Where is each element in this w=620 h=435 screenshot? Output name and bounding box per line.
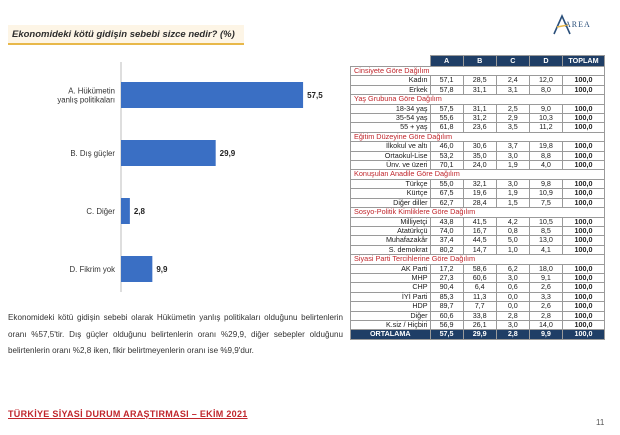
value-cell: 23,6 (463, 123, 496, 132)
total-cell: 100,0 (563, 264, 605, 273)
total-cell: 100,0 (563, 245, 605, 254)
category-label: B. Dış güçler (70, 149, 115, 158)
value-cell: 2,6 (529, 302, 562, 311)
value-cell: 31,1 (463, 104, 496, 113)
total-cell: 100,0 (563, 76, 605, 85)
total-cell: 100,0 (563, 85, 605, 94)
summary-paragraph: Ekonomideki kötü gidişin sebebi olarak Hükümetin yanlış politikaları olduğunu belirtenlerin oranı %57,5'tir. Dış güçler olduğunu belirtenlerin oranı %29,9, diğer sebepler olduğunu belirtenlerin oranı %2,8 iken, fikir belirtmeyenlerin oranı ise %9,9'dur. (8, 313, 343, 356)
total-cell: 100,0 (563, 189, 605, 198)
table-row (351, 236, 605, 245)
col-header-b: B (463, 56, 496, 67)
row-label: İYİ Parti (351, 292, 431, 301)
value-cell: 14,0 (529, 320, 562, 329)
value-cell: 55,6 (430, 114, 463, 123)
section-title: Yaş Grubuna Göre Dağılım (351, 95, 605, 104)
bar (121, 256, 152, 282)
table-row (351, 76, 605, 85)
table-row (351, 123, 605, 132)
value-cell: 7,7 (463, 302, 496, 311)
row-label: İlkokul ve altı (351, 142, 431, 151)
row-label: 18-34 yaş (351, 104, 431, 113)
value-cell: 58,6 (463, 264, 496, 273)
total-cell: 100,0 (563, 198, 605, 207)
table-row (351, 142, 605, 151)
value-cell: 31,1 (463, 85, 496, 94)
value-cell: 3,1 (496, 85, 529, 94)
value-cell: 60,6 (430, 311, 463, 320)
value-cell: 1,9 (496, 189, 529, 198)
value-cell: 57,1 (430, 76, 463, 85)
total-cell: 100,0 (563, 283, 605, 292)
table-row (351, 302, 605, 311)
row-label: Kürtçe (351, 189, 431, 198)
total-cell: 100,0 (563, 151, 605, 160)
table-row (351, 283, 605, 292)
section-header-row (351, 95, 605, 104)
table-row (351, 189, 605, 198)
row-label: CHP (351, 283, 431, 292)
category-label: C. Diğer (86, 207, 115, 216)
value-cell: 70,1 (430, 161, 463, 170)
value-cell: 11,2 (529, 123, 562, 132)
category-label: D. Fikrim yok (69, 265, 115, 274)
value-cell: 9,1 (529, 273, 562, 282)
total-cell: 100,0 (563, 311, 605, 320)
bar (121, 82, 303, 108)
value-cell: 9,8 (529, 179, 562, 188)
row-label: HDP (351, 302, 431, 311)
value-cell: 85,3 (430, 292, 463, 301)
value-cell: 74,0 (430, 226, 463, 235)
total-cell: 100,0 (563, 142, 605, 151)
value-cell: 12,0 (529, 76, 562, 85)
row-label: Diğer diller (351, 198, 431, 207)
value-cell: 16,7 (463, 226, 496, 235)
total-cell: 100,0 (563, 217, 605, 226)
data-label: 9,9 (156, 265, 168, 274)
average-value-cell: 29,9 (463, 330, 496, 339)
value-cell: 3,0 (496, 151, 529, 160)
value-cell: 2,4 (496, 76, 529, 85)
value-cell: 44,5 (463, 236, 496, 245)
total-cell: 100,0 (563, 104, 605, 113)
value-cell: 3,0 (496, 273, 529, 282)
value-cell: 8,8 (529, 151, 562, 160)
bar (121, 140, 216, 166)
value-cell: 24,0 (463, 161, 496, 170)
value-cell: 3,7 (496, 142, 529, 151)
value-cell: 28,5 (463, 76, 496, 85)
section-title: Eğitim Düzeyine Göre Dağılım (351, 132, 605, 141)
total-cell: 100,0 (563, 302, 605, 311)
value-cell: 11,3 (463, 292, 496, 301)
col-header-d: D (529, 56, 562, 67)
total-cell: 100,0 (563, 320, 605, 329)
value-cell: 2,9 (496, 114, 529, 123)
value-cell: 53,2 (430, 151, 463, 160)
total-cell: 100,0 (563, 292, 605, 301)
section-header-row (351, 255, 605, 264)
value-cell: 8,5 (529, 226, 562, 235)
value-cell: 9,0 (529, 104, 562, 113)
value-cell: 57,8 (430, 85, 463, 94)
value-cell: 0,0 (496, 292, 529, 301)
row-label: Erkek (351, 85, 431, 94)
page-number: 11 (596, 418, 605, 427)
row-label: K.siz / Hiçbiri (351, 320, 431, 329)
value-cell: 4,1 (529, 245, 562, 254)
value-cell: 28,4 (463, 198, 496, 207)
average-value-cell: 2,8 (496, 330, 529, 339)
row-label: Milliyetçi (351, 217, 431, 226)
total-cell: 100,0 (563, 179, 605, 188)
value-cell: 90,4 (430, 283, 463, 292)
crosstab-table (350, 55, 605, 340)
value-cell: 0,6 (496, 283, 529, 292)
value-cell: 0,0 (496, 302, 529, 311)
value-cell: 19,6 (463, 189, 496, 198)
table-body (351, 67, 605, 340)
row-label: Atatürkçü (351, 226, 431, 235)
value-cell: 10,5 (529, 217, 562, 226)
row-label: Ortaokul-Lise (351, 151, 431, 160)
average-value-cell: 9,9 (529, 330, 562, 339)
total-cell: 100,0 (563, 273, 605, 282)
crosstab-table-wrap (350, 55, 605, 411)
data-label: 57,5 (307, 91, 323, 100)
value-cell: 32,1 (463, 179, 496, 188)
value-cell: 2,6 (529, 283, 562, 292)
row-label: S. demokrat (351, 245, 431, 254)
question-title: Ekonomideki kötü gidişin sebebi sizce nedir? (%) (8, 25, 244, 45)
value-cell: 4,2 (496, 217, 529, 226)
total-cell: 100,0 (563, 236, 605, 245)
value-cell: 89,7 (430, 302, 463, 311)
value-cell: 46,0 (430, 142, 463, 151)
value-cell: 35,0 (463, 151, 496, 160)
value-cell: 55,0 (430, 179, 463, 188)
section-title: Siyasi Parti Tercihlerine Göre Dağılım (351, 255, 605, 264)
average-label: ORTALAMA (351, 330, 431, 339)
value-cell: 17,2 (430, 264, 463, 273)
category-label: A. Hükümetin yanlış politikaları (57, 86, 115, 105)
footer-title: TÜRKİYE SİYASİ DURUM ARAŞTIRMASI – EKİM 2021 (8, 409, 248, 419)
section-title: Konuşulan Anadile Göre Dağılım (351, 170, 605, 179)
section-title: Cinsiyete Göre Dağılım (351, 67, 605, 76)
section-header-row (351, 170, 605, 179)
value-cell: 61,8 (430, 123, 463, 132)
value-cell: 4,0 (529, 161, 562, 170)
average-row (351, 330, 605, 339)
row-label: Ünv. ve üzeri (351, 161, 431, 170)
value-cell: 60,6 (463, 273, 496, 282)
data-label: 2,8 (133, 207, 145, 216)
value-cell: 19,8 (529, 142, 562, 151)
row-label: Muhafazakâr (351, 236, 431, 245)
value-cell: 80,2 (430, 245, 463, 254)
value-cell: 3,0 (496, 320, 529, 329)
value-cell: 62,7 (430, 198, 463, 207)
value-cell: 67,5 (430, 189, 463, 198)
value-cell: 57,5 (430, 104, 463, 113)
value-cell: 2,5 (496, 104, 529, 113)
row-label: 35-54 yaş (351, 114, 431, 123)
value-cell: 43,8 (430, 217, 463, 226)
total-cell: 100,0 (563, 226, 605, 235)
col-header-total: TOPLAM (563, 56, 605, 67)
section-title: Sosyo-Politik Kimliklere Göre Dağılım (351, 208, 605, 217)
bar (121, 198, 130, 224)
value-cell: 10,3 (529, 114, 562, 123)
row-label: Kadın (351, 76, 431, 85)
row-label: AK Parti (351, 264, 431, 273)
value-cell: 27,3 (430, 273, 463, 282)
value-cell: 3,3 (529, 292, 562, 301)
value-cell: 3,5 (496, 123, 529, 132)
total-cell: 100,0 (563, 123, 605, 132)
value-cell: 13,0 (529, 236, 562, 245)
value-cell: 14,7 (463, 245, 496, 254)
value-cell: 1,0 (496, 245, 529, 254)
value-cell: 3,0 (496, 179, 529, 188)
total-cell: 100,0 (563, 161, 605, 170)
value-cell: 6,2 (496, 264, 529, 273)
value-cell: 2,8 (496, 311, 529, 320)
logo-text: AREA (565, 20, 591, 29)
section-header-row (351, 208, 605, 217)
value-cell: 41,5 (463, 217, 496, 226)
value-cell: 33,8 (463, 311, 496, 320)
row-label: MHP (351, 273, 431, 282)
value-cell: 2,8 (529, 311, 562, 320)
table-row (351, 217, 605, 226)
average-total-cell: 100,0 (563, 330, 605, 339)
col-header-c: C (496, 56, 529, 67)
value-cell: 1,9 (496, 161, 529, 170)
bar-chart (0, 62, 345, 292)
row-label: Diğer (351, 311, 431, 320)
row-label: Türkçe (351, 179, 431, 188)
value-cell: 56,9 (430, 320, 463, 329)
value-cell: 10,9 (529, 189, 562, 198)
value-cell: 1,5 (496, 198, 529, 207)
value-cell: 26,1 (463, 320, 496, 329)
row-label: 55 + yaş (351, 123, 431, 132)
col-header-a: A (430, 56, 463, 67)
header-row (351, 56, 605, 67)
value-cell: 31,2 (463, 114, 496, 123)
value-cell: 6,4 (463, 283, 496, 292)
value-cell: 30,6 (463, 142, 496, 151)
value-cell: 18,0 (529, 264, 562, 273)
value-cell: 0,8 (496, 226, 529, 235)
data-label: 29,9 (219, 149, 236, 158)
total-cell: 100,0 (563, 114, 605, 123)
value-cell: 8,0 (529, 85, 562, 94)
value-cell: 7,5 (529, 198, 562, 207)
corner-cell (351, 56, 431, 67)
value-cell: 37,4 (430, 236, 463, 245)
value-cell: 5,0 (496, 236, 529, 245)
average-value-cell: 57,5 (430, 330, 463, 339)
